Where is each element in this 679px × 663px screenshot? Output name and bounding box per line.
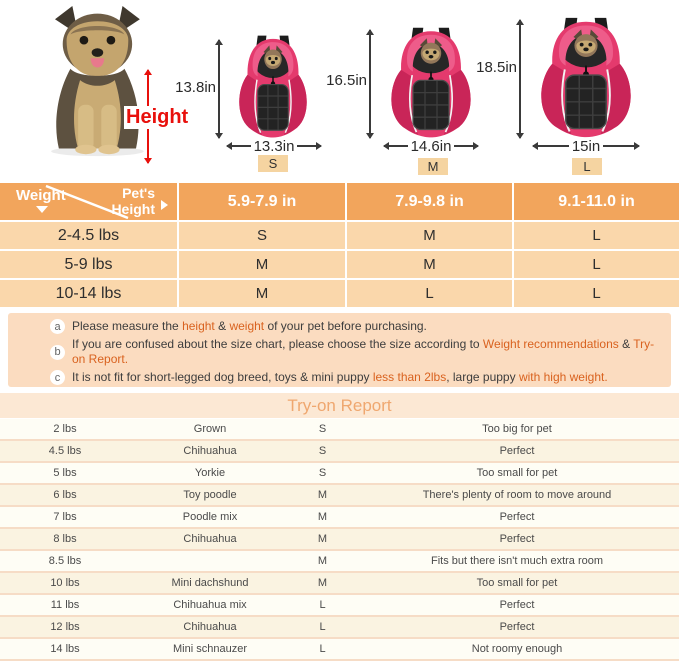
chosen-size: L: [319, 599, 326, 611]
chosen-size: M: [317, 577, 328, 589]
pet-weight: 2 lbs: [53, 423, 77, 435]
size-cell: L: [514, 280, 679, 307]
pet-height-line2: Height: [111, 201, 155, 218]
fit-comment: Too big for pet: [482, 423, 552, 435]
fit-comment: Perfect: [499, 621, 535, 633]
fit-comment: Perfect: [499, 445, 535, 457]
size-cell: L: [514, 222, 679, 249]
table-row: [0, 595, 679, 617]
row-weight-label: 5-9 lbs: [0, 251, 177, 278]
dog-height-label: Height: [126, 106, 189, 128]
fit-comment: Too small for pet: [476, 467, 558, 479]
fit-comment: Too small for pet: [476, 577, 558, 589]
pet-breed: Chihuahua mix: [173, 599, 247, 611]
table-row: [0, 463, 679, 485]
fit-comment: Not roomy enough: [471, 643, 563, 655]
fit-comment: Fits but there isn't much extra room: [430, 555, 604, 567]
down-triangle-icon: [36, 206, 48, 213]
chosen-size: M: [317, 533, 328, 545]
pet-height-line1: Pet's: [122, 185, 155, 201]
column-header-height-3: 9.1-11.0 in: [514, 183, 679, 220]
height-dimension-m: 16.5in: [326, 72, 367, 89]
left-arrow-icon: [227, 145, 251, 147]
row-weight-label: 2-4.5 lbs: [0, 222, 177, 249]
pet-breed: Chihuahua: [183, 533, 237, 545]
width-dimension-m-value: 14.6in: [410, 137, 452, 155]
size-cell: M: [179, 280, 345, 307]
right-arrow-icon: [297, 145, 321, 147]
chosen-size: M: [317, 489, 328, 501]
table-corner-cell: [0, 183, 177, 220]
fit-comment: Perfect: [499, 599, 535, 611]
size-cell: L: [347, 280, 512, 307]
pet-weight: 6 lbs: [53, 489, 77, 501]
bullet-a: a: [50, 319, 65, 334]
width-dimension-s-value: 13.3in: [253, 137, 295, 155]
chosen-size: M: [317, 555, 328, 567]
pet-weight: 11 lbs: [50, 599, 80, 611]
pet-breed: Grown: [193, 423, 227, 435]
chosen-size: L: [319, 643, 326, 655]
table-row: [0, 419, 679, 441]
chosen-size: S: [318, 445, 327, 457]
width-dimension-l-value: 15in: [571, 137, 601, 155]
column-header-height-1: 5.9-7.9 in: [179, 183, 345, 220]
height-dimension-l: 18.5in: [476, 59, 517, 76]
tryon-report-table: [0, 419, 679, 661]
chosen-size: S: [318, 423, 327, 435]
pet-weight: 5 lbs: [53, 467, 77, 479]
right-arrow-icon: [454, 145, 478, 147]
height-dimension-s: 13.8in: [175, 79, 216, 96]
pet-height-axis-label: [111, 185, 155, 217]
table-row: [0, 573, 679, 595]
pet-breed: Chihuahua: [183, 621, 237, 633]
left-arrow-icon: [384, 145, 408, 147]
tryon-report-title: Try-on Report: [287, 395, 392, 415]
column-header-height-2: 7.9-9.8 in: [347, 183, 512, 220]
right-arrow-icon: [603, 145, 639, 147]
pet-weight: 14 lbs: [50, 643, 80, 655]
pet-breed: Chihuahua: [183, 445, 237, 457]
purchase-notes: [8, 313, 671, 387]
yorkie-dog-photo: [28, 6, 163, 158]
backpack-size-s-illustration: [233, 34, 313, 140]
weight-axis-label: Weight: [16, 187, 66, 204]
bullet-b: b: [50, 345, 65, 360]
table-row: [0, 639, 679, 661]
size-recommendation-table: [0, 183, 679, 307]
pet-breed: Poodle mix: [182, 511, 238, 523]
note-c: [50, 370, 663, 385]
table-row: [0, 551, 679, 573]
backpack-size-l-illustration: [533, 16, 639, 140]
fit-comment: Perfect: [499, 533, 535, 545]
table-row: [0, 441, 679, 463]
width-dimension-m: [384, 138, 478, 154]
chosen-size: M: [317, 511, 328, 523]
chosen-size: S: [318, 467, 327, 479]
pet-weight: 12 lbs: [50, 621, 80, 633]
pet-weight: 8 lbs: [53, 533, 77, 545]
pet-breed: Toy poodle: [183, 489, 237, 501]
backpack-size-m-illustration: [384, 26, 478, 140]
width-dimension-s: [227, 138, 321, 154]
pet-weight: 8.5 lbs: [48, 555, 82, 567]
size-cell: M: [347, 222, 512, 249]
width-dimension-l: [533, 138, 639, 154]
note-c-text: It is not fit for short-legged dog breed, toys & mini puppy less than 2lbs, large puppy with high weight.: [72, 370, 608, 384]
height-dimension-arrow-m-icon: [369, 30, 371, 138]
pet-weight: 10 lbs: [50, 577, 80, 589]
table-row: [0, 485, 679, 507]
pet-weight: 4.5 lbs: [48, 445, 82, 457]
fit-comment: Perfect: [499, 511, 535, 523]
height-dimension-arrow-l-icon: [519, 20, 521, 138]
table-row: [0, 617, 679, 639]
chosen-size: L: [319, 621, 326, 633]
note-b: [50, 337, 663, 367]
bullet-c: c: [50, 370, 65, 385]
size-cell: L: [514, 251, 679, 278]
size-badge-m: M: [418, 158, 448, 175]
right-triangle-icon: [161, 200, 168, 210]
size-badge-l: L: [572, 158, 602, 175]
size-cell: S: [179, 222, 345, 249]
size-cell: M: [347, 251, 512, 278]
size-cell: M: [179, 251, 345, 278]
row-weight-label: 10-14 lbs: [0, 280, 177, 307]
table-row: [0, 529, 679, 551]
height-dimension-arrow-s-icon: [218, 40, 220, 138]
pet-breed: Mini schnauzer: [173, 643, 247, 655]
note-b-text: If you are confused about the size chart, please choose the size according to Weight recommendations & Try-on Report.: [72, 337, 655, 366]
note-a-text: Please measure the height & weight of your pet before purchasing.: [72, 319, 427, 333]
pet-breed: Yorkie: [194, 467, 226, 479]
note-a: [50, 319, 663, 334]
pet-weight: 7 lbs: [53, 511, 77, 523]
tryon-report-header: [0, 393, 679, 418]
fit-comment: There's plenty of room to move around: [422, 489, 612, 501]
left-arrow-icon: [533, 145, 569, 147]
size-badge-s: S: [258, 155, 288, 172]
table-row: [0, 507, 679, 529]
pet-breed: Mini dachshund: [171, 577, 249, 589]
